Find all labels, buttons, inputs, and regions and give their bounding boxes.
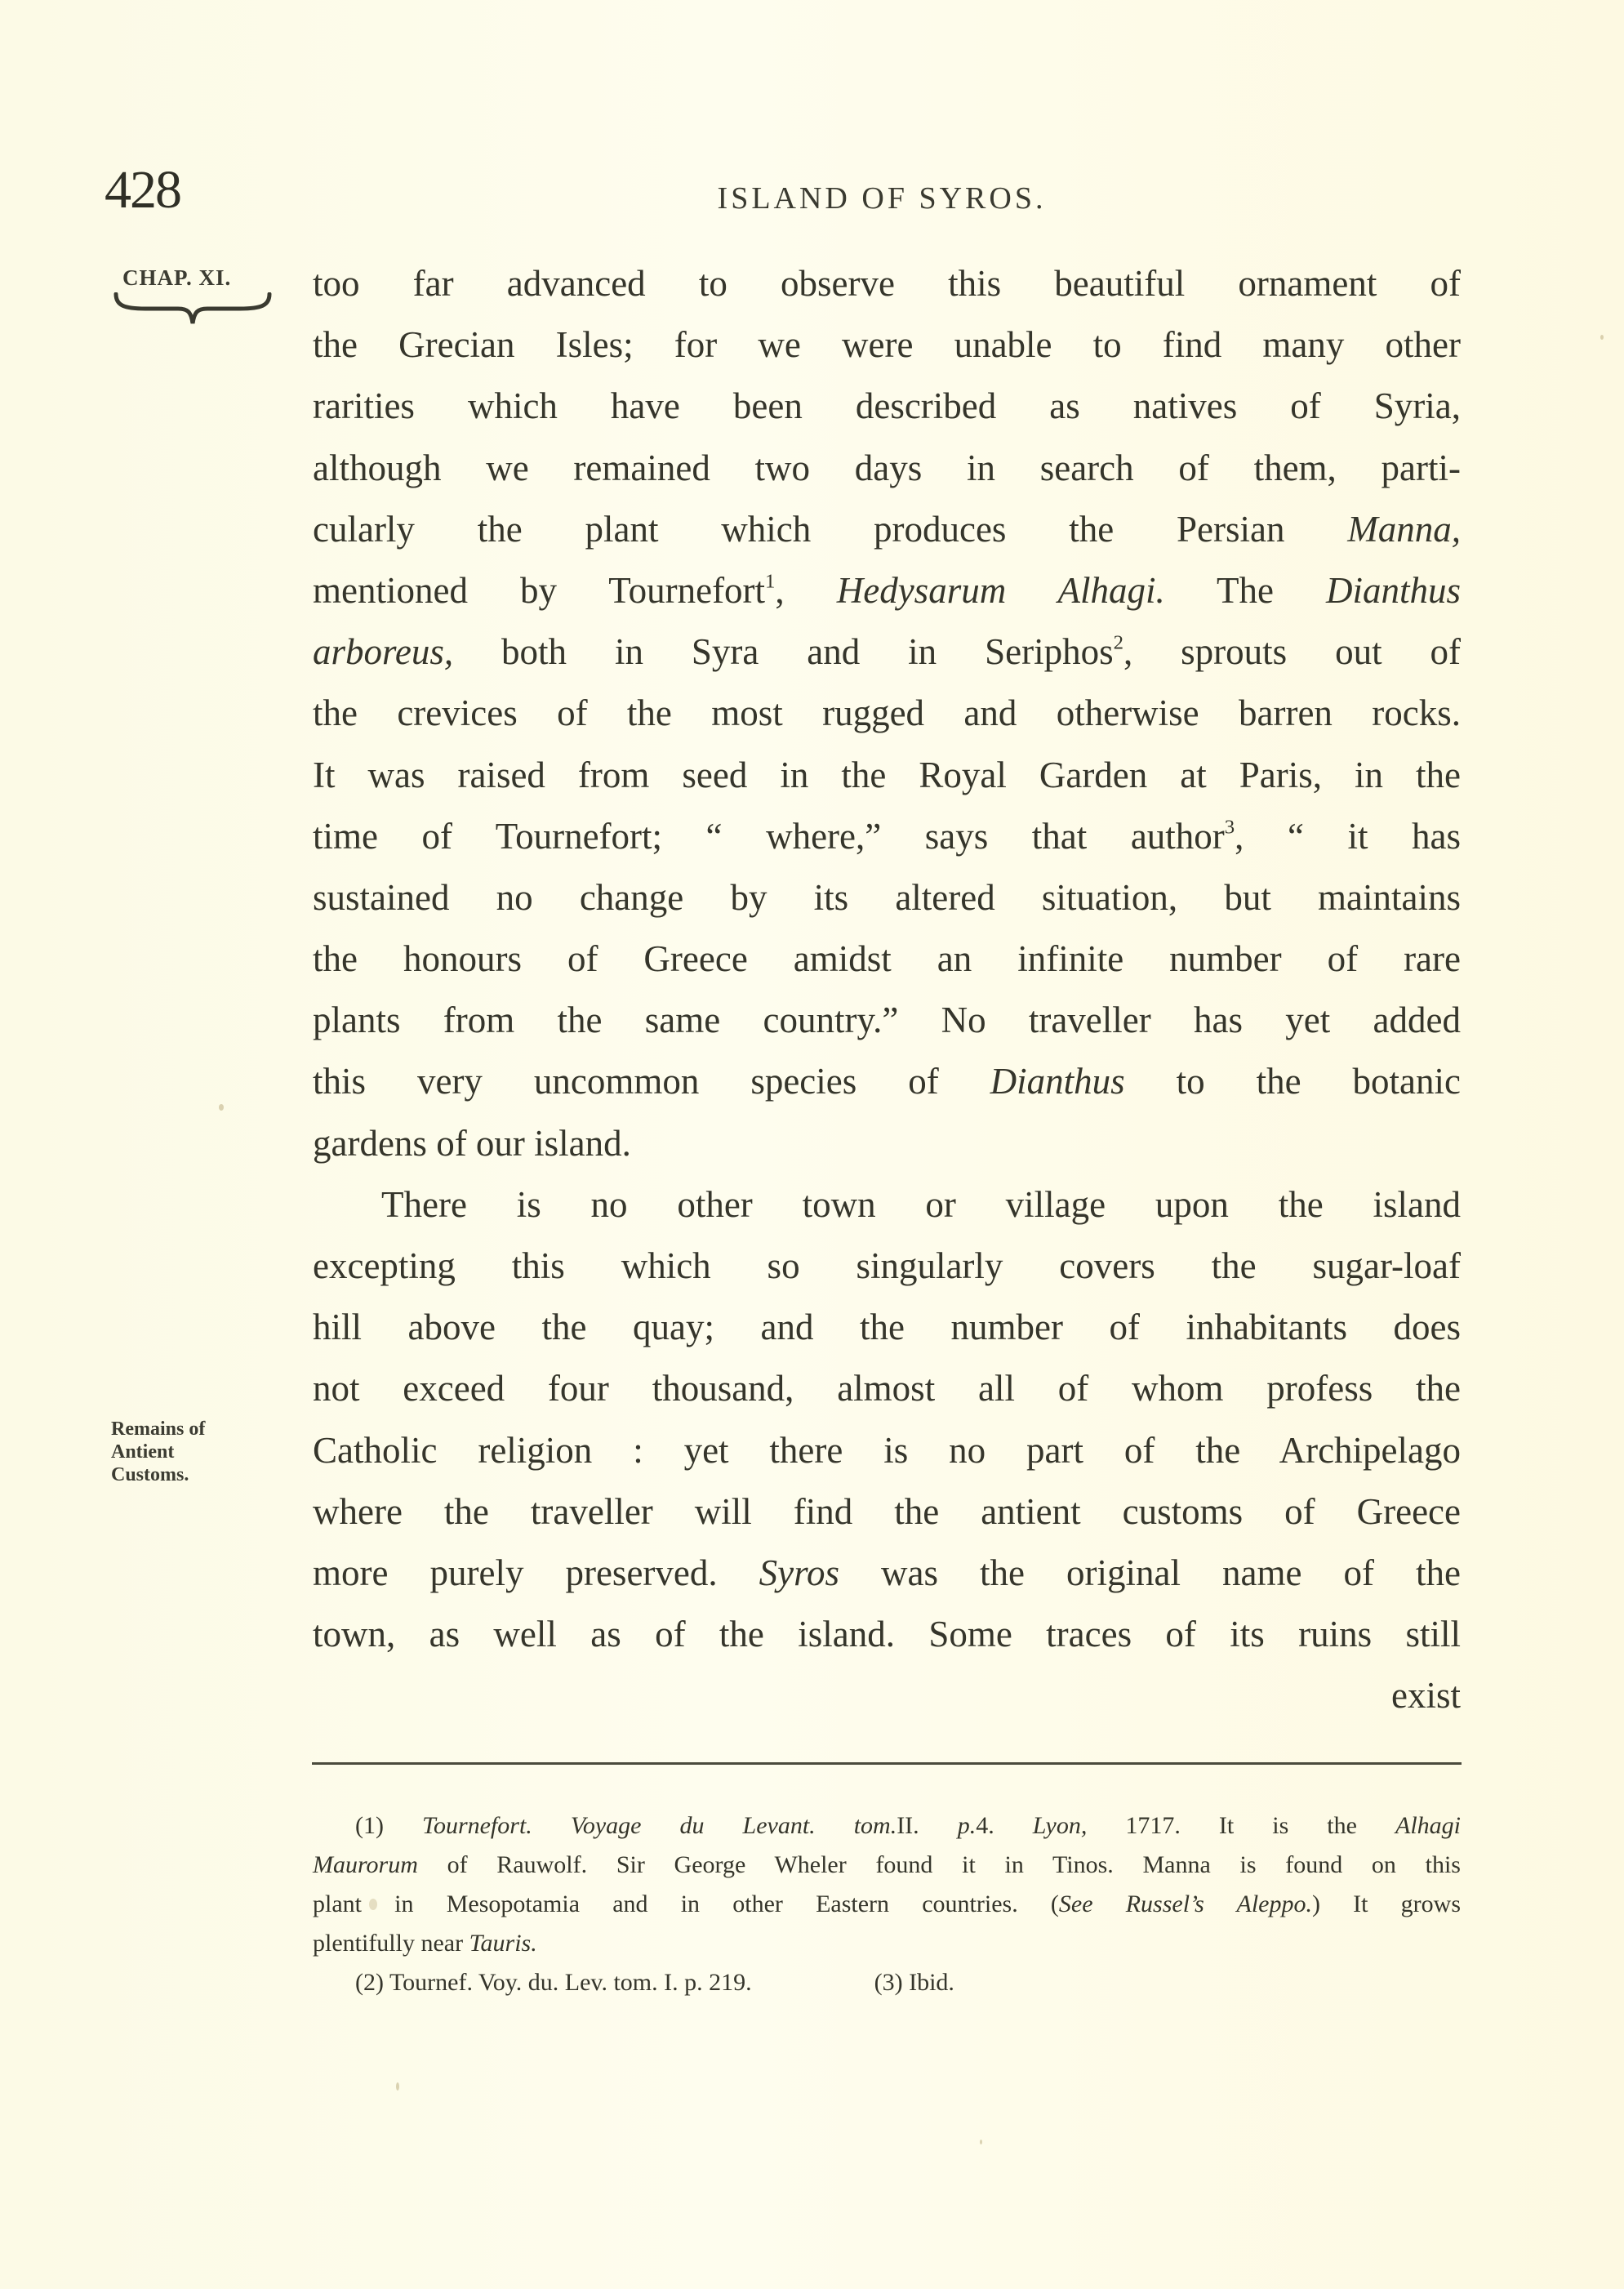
text-line [313,1174,1461,1236]
text-run: to the botanic [1124,1061,1461,1102]
text-line [313,1420,1461,1481]
text-run: , [775,569,837,611]
text-run: the crevices of the most rugged and otherwise barren rocks. [313,692,1461,734]
brace-ornament-icon [113,292,273,327]
paper-speck [980,2140,982,2144]
italic-text: Lyon, [1032,1812,1088,1839]
italic-text: arboreus, [313,631,454,673]
text-run: too far advanced to observe this beautiful ornament of [313,263,1461,304]
text-run: time of Tournefort; “ where,” says that author [313,815,1225,857]
margin-note-line: Customs. [111,1464,189,1485]
text-line [313,1924,1461,1963]
text-run: mentioned by Tournefort [313,569,766,611]
running-title: ISLAND OF SYROS. [717,181,1047,216]
text-line [313,438,1461,499]
footnote-rule [312,1762,1462,1765]
italic-text: Dianthus [1325,569,1461,611]
text-line [313,1543,1461,1604]
paper-speck [369,1899,377,1910]
text-line [313,867,1461,929]
text-line [313,499,1461,560]
text-run: the honours of Greece amidst an infinite number of rare [313,938,1461,980]
text-line [313,745,1461,806]
text-line [313,1885,1461,1924]
page-number: 428 [105,160,180,220]
text-run: cularly the plant which produces the Persian [313,508,1348,550]
text-run: rarities which have been described as natives of Syria, [313,385,1461,427]
italic-text: Hedysarum Alhagi. [836,569,1165,611]
text-line [313,376,1461,437]
margin-note [111,1418,205,1486]
text-run: was the original name of the [839,1552,1462,1593]
text-line [313,560,1461,621]
paper-speck [396,2082,399,2091]
text-run: excepting this which so singularly covers the sugar-loaf [313,1245,1461,1286]
footnote-2: (2) Tournef. Voy. du. Lev. tom. I. p. 219. [355,1969,752,1996]
text-line [313,683,1461,744]
text-run: where the traveller will find the antient customs of Greece [313,1490,1461,1532]
text-run: , “ it has [1235,815,1461,857]
text-run: , sprouts out of [1123,631,1462,673]
footnote-ref: 1 [765,570,776,593]
text-run: exist [1391,1675,1461,1717]
text-line [313,1481,1461,1543]
text-run: Catholic religion : yet there is no part of the Archipelago [313,1429,1461,1471]
paper-speck [1600,335,1604,340]
text-line [313,253,1461,314]
text-line [313,1236,1461,1297]
italic-text: Alhagi [1395,1812,1461,1839]
footnote-1 [313,1806,1461,1963]
text-run: of Rauwolf. Sir George Wheler found it in Tinos. Manna is found on this [417,1851,1461,1878]
text-run: this very uncommon species of [313,1061,990,1102]
text-line [313,621,1461,683]
text-line [313,1113,1461,1174]
italic-text: Tauris. [469,1930,537,1957]
text-run: 4. [976,1812,1033,1839]
italic-text: Syros [759,1552,839,1593]
margin-note-line: Antient [111,1441,175,1463]
text-run: There is no other town or village upon the island [381,1183,1461,1225]
text-line [313,990,1461,1051]
text-run: more purely preserved. [313,1552,759,1593]
footnote-ref: 3 [1224,816,1235,839]
italic-text: Tournefort. Voyage du Levant. tom. [422,1812,897,1839]
text-line [313,1358,1461,1419]
text-run: both in Syra and in Seriphos [453,631,1114,673]
text-run: The [1164,569,1326,611]
text-line [313,1051,1461,1112]
italic-text: Maurorum [313,1851,418,1878]
italic-text: Dianthus [990,1061,1125,1102]
footnote-3: (3) Ibid. [874,1969,954,1996]
text-run: plant in Mesopotamia and in other Eastern countries. ( [313,1890,1059,1917]
paper-speck [219,1104,224,1111]
text-line [313,1665,1461,1726]
text-line [313,1297,1461,1358]
text-run: town, as well as of the island. Some traces of its ruins still [313,1614,1461,1655]
text-run: (1) [355,1812,423,1839]
italic-text: See Russel’s Aleppo. [1058,1890,1312,1917]
footnote-ref: 2 [1113,631,1123,654]
text-run: plentifully near [313,1930,469,1957]
footnote-row-2-3 [313,1963,1461,2002]
text-line [313,1806,1461,1846]
footnotes [313,1806,1461,2002]
body-text [313,253,1461,1727]
text-run: although we remained two days in search of them, parti- [313,447,1461,488]
text-run: hill above the quay; and the number of inhabitants does [313,1307,1461,1348]
text-run: plants from the same country.” No traveller has yet added [313,1000,1461,1041]
text-line [313,929,1461,990]
text-run: II. [897,1812,958,1839]
italic-text: Manna, [1347,508,1461,550]
text-run: sustained no change by its altered situation, but maintains [313,876,1461,918]
text-line [313,314,1461,376]
text-line [313,1846,1461,1885]
text-line [313,1604,1461,1665]
text-line [313,806,1461,867]
margin-note-line: Remains of [111,1418,206,1440]
text-run: 1717. It is the [1087,1812,1395,1839]
italic-text: p. [957,1812,977,1839]
text-run: not exceed four thousand, almost all of whom profess the [313,1368,1461,1409]
text-run: It was raised from seed in the Royal Garden at Paris, in the [313,754,1461,795]
text-run: ) It grows [1311,1890,1462,1917]
text-run: gardens of our island. [313,1122,631,1164]
text-run: the Grecian Isles; for we were unable to find many other [313,324,1461,366]
chapter-label: CHAP. XI. [122,265,232,290]
